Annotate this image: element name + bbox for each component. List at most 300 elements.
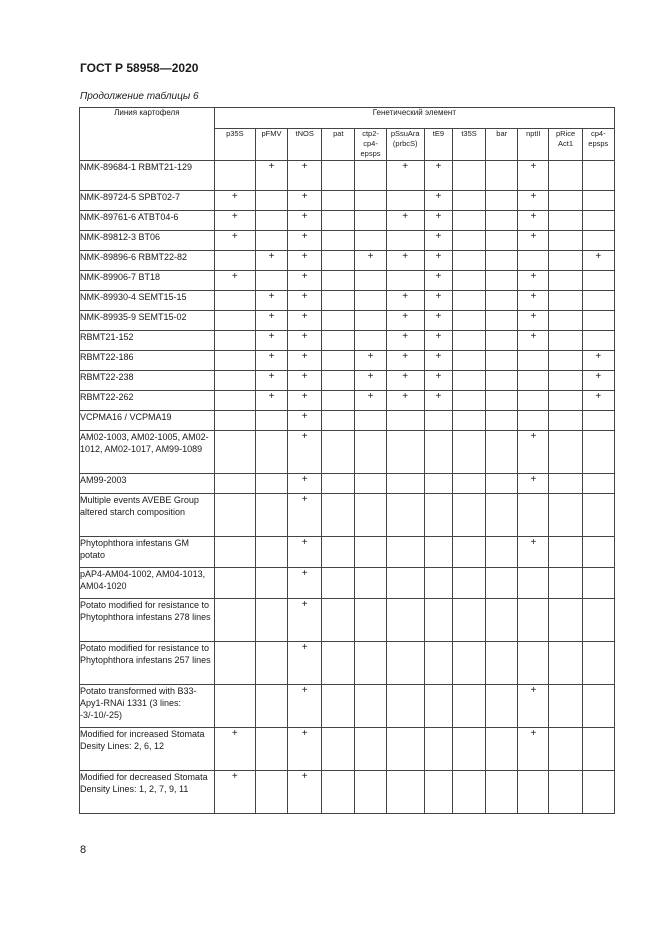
element-presence-cell: +	[255, 371, 287, 391]
column-header: tNOS	[288, 129, 322, 161]
element-presence-cell	[355, 411, 386, 431]
element-presence-cell	[322, 251, 355, 271]
element-presence-cell	[518, 251, 549, 271]
element-presence-cell	[322, 191, 355, 211]
element-presence-cell: +	[518, 161, 549, 191]
potato-line-name: Potato modified for resistance to Phytophthora infestans 257 lines	[80, 642, 215, 685]
element-presence-cell: +	[424, 331, 452, 351]
element-presence-cell	[582, 494, 614, 537]
element-presence-cell: +	[424, 161, 452, 191]
element-presence-cell	[486, 411, 518, 431]
element-presence-cell: +	[518, 728, 549, 771]
potato-line-name: pAP4-AM04-1002, AM04-1013, AM04-1020	[80, 568, 215, 599]
element-presence-cell: +	[288, 331, 322, 351]
table-row	[80, 311, 615, 331]
element-presence-cell	[582, 685, 614, 728]
table-row	[80, 411, 615, 431]
element-presence-cell	[486, 351, 518, 371]
element-presence-cell	[486, 311, 518, 331]
table-row	[80, 271, 615, 291]
element-presence-cell	[549, 685, 582, 728]
element-presence-cell	[322, 411, 355, 431]
element-presence-cell	[486, 728, 518, 771]
table-row	[80, 728, 615, 771]
element-presence-cell	[549, 411, 582, 431]
element-presence-cell	[486, 291, 518, 311]
element-presence-cell	[518, 642, 549, 685]
element-presence-cell	[582, 271, 614, 291]
element-presence-cell	[549, 371, 582, 391]
element-presence-cell: +	[288, 431, 322, 474]
element-presence-cell: +	[288, 537, 322, 568]
element-presence-cell	[255, 494, 287, 537]
potato-line-name: NMK-89724-5 SPBT02-7	[80, 191, 215, 211]
element-presence-cell	[214, 331, 255, 351]
element-presence-cell	[255, 211, 287, 231]
element-presence-cell	[322, 331, 355, 351]
potato-line-name: NMK-89906-7 BT18	[80, 271, 215, 291]
element-presence-cell	[424, 599, 452, 642]
element-presence-cell	[214, 251, 255, 271]
potato-line-name: Multiple events AVEBE Group altered starch composition	[80, 494, 215, 537]
element-presence-cell	[322, 371, 355, 391]
table-row	[80, 251, 615, 271]
element-presence-cell: +	[518, 231, 549, 251]
element-presence-cell	[486, 231, 518, 251]
element-presence-cell	[355, 161, 386, 191]
element-presence-cell	[255, 431, 287, 474]
element-presence-cell	[255, 191, 287, 211]
element-presence-cell: +	[255, 161, 287, 191]
element-presence-cell	[452, 474, 485, 494]
element-presence-cell: +	[255, 351, 287, 371]
element-presence-cell	[452, 642, 485, 685]
element-presence-cell: +	[255, 311, 287, 331]
table-row	[80, 642, 615, 685]
element-presence-cell: +	[288, 231, 322, 251]
element-presence-cell: +	[424, 251, 452, 271]
element-presence-cell	[549, 191, 582, 211]
column-header: p35S	[214, 129, 255, 161]
element-presence-cell: +	[288, 371, 322, 391]
table-row	[80, 391, 615, 411]
element-presence-cell: +	[355, 371, 386, 391]
element-presence-cell	[386, 685, 424, 728]
element-presence-cell	[582, 211, 614, 231]
element-presence-cell	[355, 331, 386, 351]
element-presence-cell	[386, 568, 424, 599]
table-row	[80, 771, 615, 814]
element-presence-cell: +	[288, 251, 322, 271]
element-presence-cell: +	[288, 474, 322, 494]
table-row	[80, 431, 615, 474]
element-presence-cell: +	[288, 568, 322, 599]
potato-line-name: RBMT21-152	[80, 331, 215, 351]
element-presence-cell	[452, 431, 485, 474]
element-presence-cell: +	[255, 391, 287, 411]
element-presence-cell: +	[355, 251, 386, 271]
element-presence-cell	[452, 599, 485, 642]
element-presence-cell	[582, 291, 614, 311]
element-presence-cell: +	[518, 291, 549, 311]
element-presence-cell	[549, 351, 582, 371]
table-row	[80, 537, 615, 568]
element-presence-cell	[214, 642, 255, 685]
element-presence-cell	[452, 728, 485, 771]
element-presence-cell: +	[386, 391, 424, 411]
element-presence-cell	[486, 161, 518, 191]
element-presence-cell	[386, 231, 424, 251]
element-presence-cell	[214, 391, 255, 411]
element-presence-cell	[452, 291, 485, 311]
element-presence-cell	[549, 231, 582, 251]
element-presence-cell: +	[386, 311, 424, 331]
element-presence-cell	[424, 431, 452, 474]
element-presence-cell	[322, 568, 355, 599]
element-presence-cell	[486, 599, 518, 642]
element-presence-cell: +	[214, 771, 255, 814]
element-presence-cell: +	[288, 685, 322, 728]
potato-line-name: NMK-89930-4 SEMT15-15	[80, 291, 215, 311]
element-presence-cell	[452, 411, 485, 431]
page-number: 8	[80, 844, 87, 856]
column-header: t35S	[452, 129, 485, 161]
element-presence-cell	[355, 537, 386, 568]
element-presence-cell: +	[288, 391, 322, 411]
element-presence-cell	[452, 211, 485, 231]
table-row	[80, 599, 615, 642]
element-presence-cell	[255, 599, 287, 642]
element-presence-cell: +	[518, 271, 549, 291]
genetic-element-group-header: Генетический элемент	[214, 108, 614, 129]
line-column-header: Линия картофеля	[80, 108, 215, 161]
element-presence-cell	[255, 568, 287, 599]
element-presence-cell	[452, 371, 485, 391]
element-presence-cell	[386, 411, 424, 431]
element-presence-cell	[214, 537, 255, 568]
element-presence-cell	[355, 271, 386, 291]
potato-line-name: NMK-89812-3 BT06	[80, 231, 215, 251]
element-presence-cell: +	[424, 351, 452, 371]
element-presence-cell	[582, 642, 614, 685]
element-presence-cell	[549, 771, 582, 814]
element-presence-cell: +	[582, 251, 614, 271]
element-presence-cell	[486, 771, 518, 814]
element-presence-cell	[549, 728, 582, 771]
potato-line-name: Phytophthora infestans GM potato	[80, 537, 215, 568]
element-presence-cell: +	[518, 331, 549, 351]
element-presence-cell	[549, 251, 582, 271]
potato-line-name: Potato modified for resistance to Phytophthora infestans 278 lines	[80, 599, 215, 642]
element-presence-cell	[452, 391, 485, 411]
element-presence-cell	[424, 771, 452, 814]
element-presence-cell	[255, 771, 287, 814]
element-presence-cell	[486, 431, 518, 474]
element-presence-cell	[452, 685, 485, 728]
potato-line-name: NMK-89935-9 SEMT15-02	[80, 311, 215, 331]
element-presence-cell	[582, 568, 614, 599]
table-row	[80, 331, 615, 351]
potato-line-name: Modified for increased Stomata Desity Lines: 2, 6, 12	[80, 728, 215, 771]
element-presence-cell	[322, 391, 355, 411]
table-row	[80, 371, 615, 391]
element-presence-cell	[255, 271, 287, 291]
element-presence-cell: +	[518, 211, 549, 231]
element-presence-cell	[452, 331, 485, 351]
element-presence-cell	[582, 431, 614, 474]
element-presence-cell	[355, 431, 386, 474]
element-presence-cell	[214, 431, 255, 474]
element-presence-cell	[322, 685, 355, 728]
element-presence-cell	[355, 771, 386, 814]
element-presence-cell	[214, 685, 255, 728]
element-presence-cell: +	[582, 371, 614, 391]
element-presence-cell	[486, 642, 518, 685]
element-presence-cell	[322, 291, 355, 311]
potato-line-name: NMK-89896-6 RBMT22-82	[80, 251, 215, 271]
element-presence-cell	[355, 211, 386, 231]
table-row	[80, 191, 615, 211]
element-presence-cell	[214, 474, 255, 494]
table-row	[80, 685, 615, 728]
element-presence-cell	[582, 728, 614, 771]
element-presence-cell: +	[386, 371, 424, 391]
table-row	[80, 494, 615, 537]
element-presence-cell: +	[288, 728, 322, 771]
element-presence-cell: +	[355, 391, 386, 411]
element-presence-cell: +	[255, 251, 287, 271]
element-presence-cell	[452, 537, 485, 568]
element-presence-cell: +	[424, 391, 452, 411]
element-presence-cell	[452, 251, 485, 271]
element-presence-cell: +	[424, 231, 452, 251]
element-presence-cell: +	[518, 537, 549, 568]
element-presence-cell	[582, 599, 614, 642]
table-row	[80, 568, 615, 599]
element-presence-cell: +	[424, 371, 452, 391]
element-presence-cell	[518, 391, 549, 411]
potato-line-name: AM02-1003, AM02-1005, AM02-1012, AM02-1017, AM99-1089	[80, 431, 215, 474]
potato-line-name: Potato transformed with B33-Apy1-RNAi 1331 (3 lines: -3/-10/-25)	[80, 685, 215, 728]
element-presence-cell	[486, 211, 518, 231]
potato-line-name: NMK-89684-1 RBMT21-129	[80, 161, 215, 191]
element-presence-cell	[355, 728, 386, 771]
element-presence-cell	[486, 251, 518, 271]
column-header: tE9	[424, 129, 452, 161]
element-presence-cell	[255, 537, 287, 568]
element-presence-cell: +	[386, 161, 424, 191]
element-presence-cell: +	[288, 211, 322, 231]
element-presence-cell	[255, 685, 287, 728]
element-presence-cell	[322, 537, 355, 568]
element-presence-cell	[322, 642, 355, 685]
element-presence-cell	[214, 351, 255, 371]
element-presence-cell	[386, 271, 424, 291]
element-presence-cell	[424, 537, 452, 568]
element-presence-cell	[549, 391, 582, 411]
element-presence-cell	[452, 311, 485, 331]
element-presence-cell: +	[214, 728, 255, 771]
element-presence-cell	[518, 599, 549, 642]
element-presence-cell	[549, 161, 582, 191]
element-presence-cell: +	[288, 351, 322, 371]
element-presence-cell	[582, 537, 614, 568]
element-presence-cell	[452, 271, 485, 291]
element-presence-cell: +	[288, 291, 322, 311]
element-presence-cell: +	[288, 642, 322, 685]
element-presence-cell	[549, 431, 582, 474]
element-presence-cell	[355, 291, 386, 311]
potato-line-name: RBMT22-262	[80, 391, 215, 411]
element-presence-cell	[486, 271, 518, 291]
element-presence-cell	[549, 331, 582, 351]
element-presence-cell	[386, 191, 424, 211]
element-presence-cell	[322, 231, 355, 251]
element-presence-cell	[518, 411, 549, 431]
element-presence-cell	[486, 371, 518, 391]
element-presence-cell	[549, 642, 582, 685]
potato-line-name: Modified for decreased Stomata Density Lines: 1, 2, 7, 9, 11	[80, 771, 215, 814]
element-presence-cell	[424, 728, 452, 771]
element-presence-cell	[386, 474, 424, 494]
element-presence-cell	[582, 411, 614, 431]
element-presence-cell	[386, 642, 424, 685]
element-presence-cell: +	[255, 291, 287, 311]
element-presence-cell	[486, 191, 518, 211]
element-presence-cell	[582, 161, 614, 191]
element-presence-cell	[322, 351, 355, 371]
column-header: bar	[486, 129, 518, 161]
element-presence-cell	[549, 494, 582, 537]
element-presence-cell: +	[424, 311, 452, 331]
element-presence-cell	[355, 191, 386, 211]
element-presence-cell	[355, 311, 386, 331]
document-title: ГОСТ Р 58958—2020	[80, 61, 199, 75]
table-row	[80, 211, 615, 231]
element-presence-cell: +	[424, 271, 452, 291]
element-presence-cell	[214, 291, 255, 311]
potato-line-name: NMK-89761-6 ATBT04-6	[80, 211, 215, 231]
element-presence-cell	[549, 291, 582, 311]
element-presence-cell	[549, 599, 582, 642]
element-presence-cell	[355, 231, 386, 251]
element-presence-cell	[386, 494, 424, 537]
column-header: nptII	[518, 129, 549, 161]
element-presence-cell	[355, 494, 386, 537]
element-presence-cell	[355, 599, 386, 642]
element-presence-cell	[549, 474, 582, 494]
element-presence-cell	[518, 771, 549, 814]
element-presence-cell: +	[288, 771, 322, 814]
element-presence-cell	[424, 642, 452, 685]
element-presence-cell: +	[518, 431, 549, 474]
element-presence-cell	[322, 431, 355, 474]
element-presence-cell	[214, 161, 255, 191]
element-presence-cell	[452, 351, 485, 371]
element-presence-cell	[452, 568, 485, 599]
table-row	[80, 474, 615, 494]
element-presence-cell	[518, 494, 549, 537]
table-row	[80, 231, 615, 251]
element-presence-cell	[582, 331, 614, 351]
element-presence-cell: +	[582, 391, 614, 411]
element-presence-cell: +	[288, 311, 322, 331]
element-presence-cell	[582, 474, 614, 494]
element-presence-cell: +	[214, 271, 255, 291]
element-presence-cell	[255, 231, 287, 251]
element-presence-cell	[322, 728, 355, 771]
element-presence-cell	[322, 271, 355, 291]
element-presence-cell	[452, 161, 485, 191]
element-presence-cell	[486, 474, 518, 494]
element-presence-cell	[582, 311, 614, 331]
table-row	[80, 161, 615, 191]
element-presence-cell: +	[518, 311, 549, 331]
element-presence-cell	[355, 474, 386, 494]
table-row	[80, 291, 615, 311]
element-presence-cell	[386, 599, 424, 642]
column-header: pRice Act1	[549, 129, 582, 161]
element-presence-cell	[214, 411, 255, 431]
element-presence-cell	[486, 331, 518, 351]
element-presence-cell	[424, 494, 452, 537]
element-presence-cell	[255, 411, 287, 431]
element-presence-cell	[424, 568, 452, 599]
element-presence-cell: +	[288, 599, 322, 642]
element-presence-cell	[386, 431, 424, 474]
element-presence-cell	[549, 271, 582, 291]
element-presence-cell	[355, 642, 386, 685]
element-presence-cell: +	[288, 191, 322, 211]
table-caption: Продолжение таблицы 6	[80, 91, 199, 102]
element-presence-cell	[486, 537, 518, 568]
element-presence-cell: +	[288, 494, 322, 537]
element-presence-cell	[486, 685, 518, 728]
element-presence-cell	[582, 231, 614, 251]
element-presence-cell	[322, 311, 355, 331]
element-presence-cell	[214, 599, 255, 642]
element-presence-cell	[424, 685, 452, 728]
element-presence-cell	[549, 311, 582, 331]
element-presence-cell: +	[214, 191, 255, 211]
element-presence-cell	[386, 771, 424, 814]
element-presence-cell	[452, 191, 485, 211]
element-presence-cell	[452, 231, 485, 251]
element-presence-cell: +	[214, 231, 255, 251]
potato-line-name: RBMT22-238	[80, 371, 215, 391]
element-presence-cell	[486, 494, 518, 537]
element-presence-cell: +	[288, 411, 322, 431]
element-presence-cell: +	[582, 351, 614, 371]
element-presence-cell	[518, 568, 549, 599]
element-presence-cell	[452, 494, 485, 537]
element-presence-cell	[424, 474, 452, 494]
element-presence-cell	[486, 568, 518, 599]
element-presence-cell	[355, 568, 386, 599]
element-presence-cell: +	[386, 331, 424, 351]
column-header: pSsuAra (prbcS)	[386, 129, 424, 161]
element-presence-cell: +	[424, 211, 452, 231]
table-row	[80, 351, 615, 371]
element-presence-cell: +	[518, 191, 549, 211]
element-presence-cell	[518, 351, 549, 371]
element-presence-cell	[549, 211, 582, 231]
element-presence-cell	[214, 494, 255, 537]
element-presence-cell	[255, 642, 287, 685]
element-presence-cell	[355, 685, 386, 728]
potato-line-name: RBMT22-186	[80, 351, 215, 371]
element-presence-cell: +	[386, 251, 424, 271]
